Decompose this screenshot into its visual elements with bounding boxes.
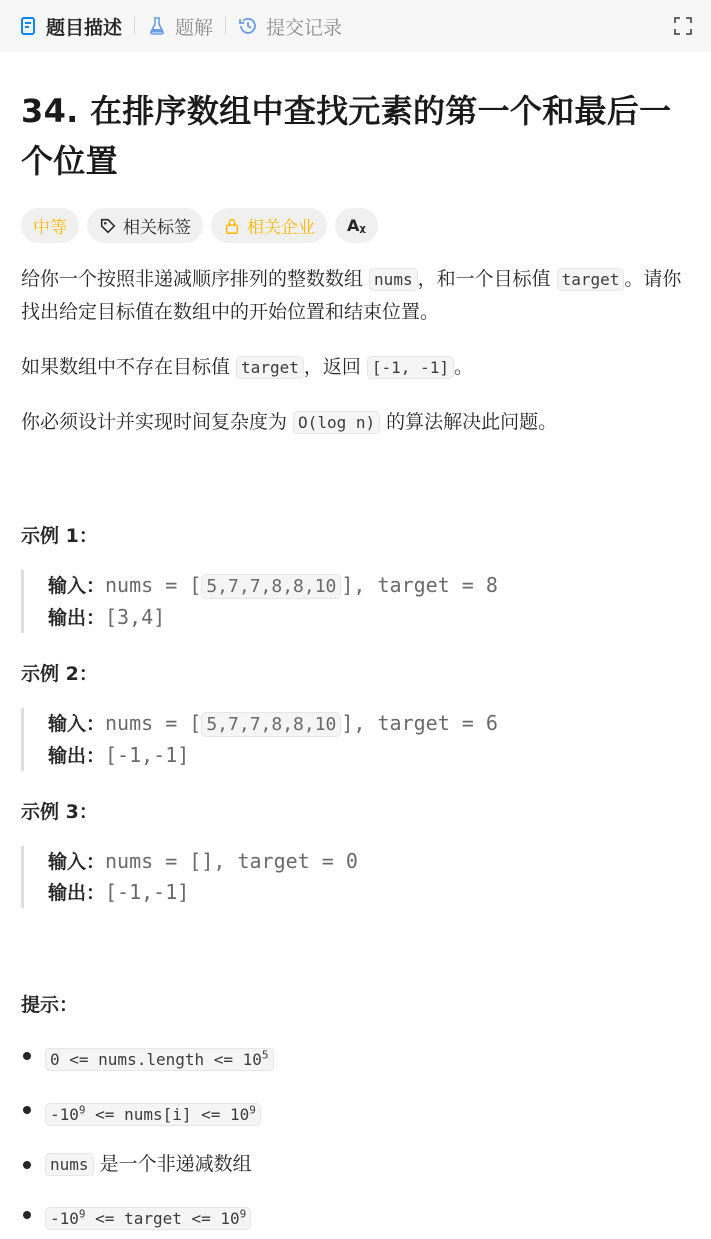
output-text: [-1,-1] [105,880,190,904]
constraint-item [21,1198,690,1235]
history-icon [238,16,258,36]
description-paragraph-3 [21,406,690,439]
constraint-item [21,1039,690,1076]
input-text: nums = [ [105,573,202,597]
example-3-output [48,877,690,908]
constraint-item [21,1148,690,1181]
tab-solution[interactable] [147,13,213,40]
input-array: 5,7,7,8,8,10 [201,712,341,737]
problem-content [0,86,711,1235]
document-icon [18,16,38,36]
example-3-input [48,846,690,877]
fullscreen-icon[interactable] [673,16,693,36]
text: ，返回 [303,356,367,378]
code-target: target [236,356,304,379]
related-companies-label: 相关企业 [247,218,315,238]
translate-button[interactable] [335,208,378,243]
input-text: ], target = 6 [341,711,498,735]
difficulty-label: 中等 [33,218,67,238]
related-companies-button[interactable] [211,208,327,243]
text: 。请你找出给定目标值在数组中的开始位置和结束位置。 [21,268,682,323]
text: 0 <= nums.length <= 10 [50,1050,262,1070]
superscript: 9 [78,1103,86,1117]
example-3-title: 示例 3： [21,801,98,823]
input-array: 5,7,7,8,8,10 [201,574,341,599]
constraint-item [21,1093,690,1130]
lock-icon [223,217,241,235]
constraint-code [45,1207,251,1230]
tag-row [21,208,690,243]
input-text: ], target = 8 [341,573,498,597]
text: 给你一个按照非递减顺序排列的整数数组 [21,268,370,290]
tab-divider [225,17,226,35]
example-2-input [48,708,690,740]
example-2-block [21,708,690,771]
example-2-output [48,740,690,771]
superscript: 9 [249,1103,256,1117]
text: 是一个非递减数组 [93,1152,252,1175]
tab-bar [0,0,711,52]
flask-icon [147,16,167,36]
example-1-input [48,570,690,602]
constraints-list [21,1039,690,1235]
text: <= nums[i] <= 10 [85,1104,250,1124]
output-label: 输出： [48,882,106,904]
example-1-block [21,570,690,633]
related-tags-button[interactable] [87,208,203,243]
constraints-title: 提示： [21,994,79,1016]
superscript: 9 [78,1207,86,1221]
example-3-block [21,846,690,908]
code-target: target [557,268,625,291]
text: <= target <= 10 [85,1208,240,1228]
superscript: 9 [239,1207,247,1221]
output-text: [-1,-1] [105,743,190,767]
translate-icon: Aᵪ [347,216,366,235]
code-return: [-1, -1] [367,356,454,379]
input-text: nums = [ [105,711,202,735]
tab-description[interactable] [18,13,122,40]
example-2-title: 示例 2： [21,663,98,685]
text: 如果数组中不存在目标值 [21,356,237,378]
superscript: 5 [261,1049,269,1062]
tab-description-label: 题目描述 [46,16,123,39]
text: 。 [453,356,473,378]
tab-divider [134,17,135,35]
problem-title: 34. 在排序数组中查找元素的第一个和最后一个位置 [21,92,672,180]
constraint-code [45,1103,261,1126]
text: 的算法解决此问题。 [380,411,558,433]
input-label: 输入： [48,851,106,873]
code-complexity: O(log n) [293,411,380,434]
input-label: 输入： [48,713,106,735]
example-1-title: 示例 1： [21,525,98,547]
tag-icon [99,217,117,235]
output-label: 输出： [48,607,106,629]
description-paragraph-1 [21,263,690,329]
text: 你必须设计并实现时间复杂度为 [21,411,294,433]
input-text: nums = [], target = 0 [105,849,358,873]
constraint-code [45,1048,274,1071]
constraint-code: nums [45,1153,94,1176]
tab-submissions-label: 提交记录 [266,16,343,39]
tab-submissions[interactable] [238,13,342,40]
related-tags-label: 相关标签 [123,218,191,238]
difficulty-badge[interactable] [21,208,79,243]
text: -10 [50,1208,79,1228]
code-nums: nums [369,268,418,291]
output-text: [3,4] [105,605,166,629]
example-1-output [48,602,690,633]
description-paragraph-2 [21,351,690,384]
output-label: 输出： [48,745,106,767]
input-label: 输入： [48,575,106,597]
tab-solution-label: 题解 [175,16,214,39]
text: ，和一个目标值 [417,268,557,290]
text: -10 [50,1104,79,1124]
